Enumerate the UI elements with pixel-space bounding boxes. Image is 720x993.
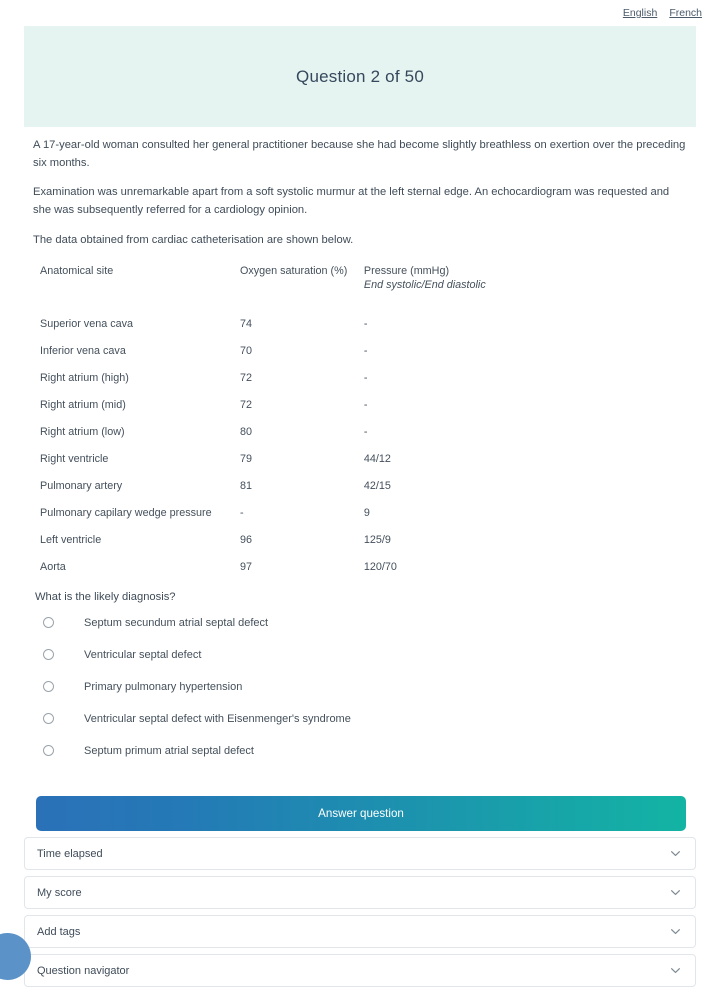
answer-option-label: Septum primum atrial septal defect xyxy=(84,744,254,757)
table-row xyxy=(33,500,553,527)
answer-option-2[interactable] xyxy=(33,639,688,671)
table-row xyxy=(33,392,553,419)
cell-pressure: - xyxy=(363,398,368,411)
cell-saturation: 81 xyxy=(239,479,252,492)
accordion-question-navigator[interactable] xyxy=(24,954,696,987)
cell-pressure: 9 xyxy=(363,506,370,519)
answer-option-label: Ventricular septal defect xyxy=(84,648,202,661)
table-row xyxy=(33,446,553,473)
column-header-saturation: Oxygen saturation (%) xyxy=(239,264,348,277)
cell-site: Right ventricle xyxy=(40,452,109,465)
table-row xyxy=(33,311,553,338)
cell-pressure: - xyxy=(363,371,368,384)
column-header-pressure xyxy=(364,265,553,311)
table-row xyxy=(33,527,553,554)
cell-site: Left ventricle xyxy=(40,533,102,546)
table-header-row xyxy=(33,265,553,311)
table-row xyxy=(33,473,553,500)
cell-saturation: 72 xyxy=(239,398,252,411)
cell-saturation: 79 xyxy=(239,452,252,465)
accordion-title: Question navigator xyxy=(37,964,130,977)
cell-pressure: - xyxy=(363,344,368,357)
cell-saturation: 70 xyxy=(239,344,252,357)
accordion-panel-group xyxy=(24,837,696,993)
answer-option-3[interactable] xyxy=(33,671,688,703)
column-header-pressure-main: Pressure (mmHg) xyxy=(363,264,450,277)
language-link-english[interactable]: English xyxy=(622,7,658,19)
chevron-down-icon[interactable] xyxy=(669,925,682,938)
radio-button-icon[interactable] xyxy=(43,745,54,756)
radio-button-icon[interactable] xyxy=(43,713,54,724)
language-link-french[interactable]: French xyxy=(669,7,702,19)
accordion-title: My score xyxy=(37,886,82,899)
accordion-add-tags[interactable] xyxy=(24,915,696,948)
table-body xyxy=(33,311,553,581)
chevron-down-icon[interactable] xyxy=(669,964,682,977)
cell-pressure: 120/70 xyxy=(363,560,397,573)
cell-site: Pulmonary artery xyxy=(40,479,123,492)
cardiac-catheterisation-table xyxy=(33,265,553,581)
table-row xyxy=(33,365,553,392)
cell-pressure: 125/9 xyxy=(363,533,391,546)
cell-saturation: - xyxy=(239,506,244,519)
cell-saturation: 72 xyxy=(239,371,252,384)
cell-saturation: 96 xyxy=(239,533,252,546)
accordion-my-score[interactable] xyxy=(24,876,696,909)
answer-option-label: Septum secundum atrial septal defect xyxy=(84,616,269,629)
cell-site: Superior vena cava xyxy=(40,317,134,330)
accordion-title: Add tags xyxy=(37,925,81,938)
cell-saturation: 97 xyxy=(239,560,252,573)
answer-option-label: Ventricular septal defect with Eisenmenger's syndrome xyxy=(84,712,351,725)
radio-button-icon[interactable] xyxy=(43,681,54,692)
chevron-down-icon[interactable] xyxy=(669,847,682,860)
accordion-time-elapsed[interactable] xyxy=(24,837,696,870)
radio-button-icon[interactable] xyxy=(43,649,54,660)
answer-option-5[interactable] xyxy=(33,735,688,767)
column-header-pressure-subtitle: End systolic/End diastolic xyxy=(363,278,486,291)
answer-option-label: Primary pulmonary hypertension xyxy=(84,680,243,693)
stem-paragraph-2: Examination was unremarkable apart from a soft systolic murmur at the left sternal edge. An echocardiogram was requested and she was subsequently referred for a cardiology opinion. xyxy=(33,186,670,217)
cell-site: Aorta xyxy=(40,560,66,573)
cell-pressure: - xyxy=(363,317,368,330)
cell-site: Inferior vena cava xyxy=(40,344,126,357)
cell-pressure: - xyxy=(363,425,368,438)
stem-paragraph-3: The data obtained from cardiac catheterisation are shown below. xyxy=(33,233,354,246)
table-row xyxy=(33,419,553,446)
cell-site: Pulmonary capilary wedge pressure xyxy=(40,506,212,519)
table-row xyxy=(33,338,553,365)
accordion-title: Time elapsed xyxy=(37,847,103,860)
table-row xyxy=(33,554,553,581)
cell-site: Right atrium (high) xyxy=(40,371,129,384)
cell-site: Right atrium (low) xyxy=(40,425,125,438)
column-header-site: Anatomical site xyxy=(40,264,114,277)
answer-options-list xyxy=(33,607,688,767)
question-content xyxy=(33,136,688,767)
cell-pressure: 42/15 xyxy=(363,479,391,492)
question-counter-title: Question 2 of 50 xyxy=(296,66,424,86)
question-lead-in: What is the likely diagnosis? xyxy=(35,590,176,603)
language-bar xyxy=(623,7,702,19)
answer-question-button[interactable]: Answer question xyxy=(36,796,686,831)
cell-site: Right atrium (mid) xyxy=(40,398,126,411)
cell-pressure: 44/12 xyxy=(363,452,391,465)
cell-saturation: 80 xyxy=(239,425,252,438)
answer-option-4[interactable] xyxy=(33,703,688,735)
question-header-banner xyxy=(24,26,696,127)
answer-option-1[interactable] xyxy=(33,607,688,639)
cell-saturation: 74 xyxy=(239,317,252,330)
radio-button-icon[interactable] xyxy=(43,617,54,628)
stem-paragraph-1: A 17-year-old woman consulted her general practitioner because she had become slightly breathless on exertion over the preceding six months. xyxy=(33,139,686,170)
chevron-down-icon[interactable] xyxy=(669,886,682,899)
